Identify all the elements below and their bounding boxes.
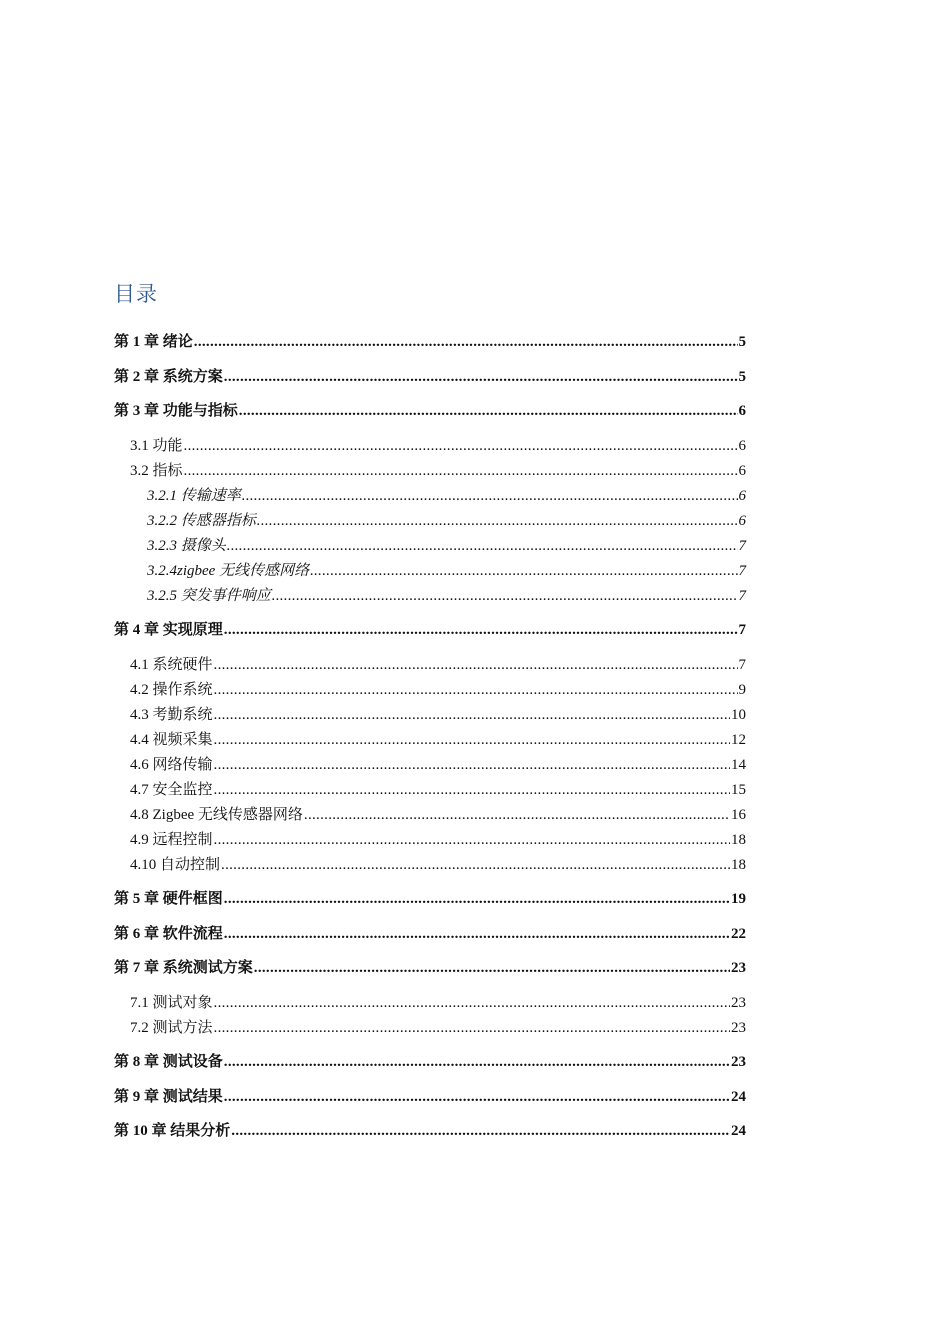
toc-entry-section-4-2[interactable] [114, 678, 746, 703]
toc-entry-page: 24 [731, 1123, 746, 1139]
toc-entry-label: 第 1 章 绪论 [114, 334, 193, 350]
dot-leader [194, 330, 738, 355]
dot-leader [304, 803, 730, 828]
toc-entry-label: 第 7 章 系统测试方案 [114, 960, 253, 976]
toc-entry-page: 16 [731, 806, 746, 823]
toc-entry-page: 6 [738, 403, 746, 419]
toc-entry-chapter-9[interactable] [114, 1085, 746, 1110]
toc-entry-chapter-4[interactable] [114, 618, 746, 643]
toc-entry-chapter-1[interactable] [114, 330, 746, 355]
toc-entry-label: 3.2.2 传感器指标 [147, 512, 256, 529]
table-of-contents [114, 330, 746, 1144]
dot-leader [214, 828, 730, 853]
toc-entry-subsection-3-2-2[interactable] [114, 509, 746, 534]
toc-entry-label: 4.10 自动控制 [130, 856, 221, 873]
dot-leader [214, 1016, 730, 1041]
toc-entry-label: 第 8 章 测试设备 [114, 1054, 223, 1070]
dot-leader [214, 703, 730, 728]
dot-leader [214, 778, 730, 803]
toc-entry-section-3-2[interactable] [114, 459, 746, 484]
toc-entry-subsection-3-2-5[interactable] [114, 584, 746, 609]
toc-entry-label: 4.9 远程控制 [130, 831, 213, 848]
dot-leader [272, 584, 738, 609]
dot-leader [184, 459, 738, 484]
dot-leader [224, 887, 730, 912]
dot-leader [214, 991, 730, 1016]
toc-entry-page: 12 [731, 731, 746, 748]
toc-title: 目录 [114, 282, 158, 306]
toc-entry-label: 3.2.4zigbee 无线传感网络 [147, 562, 310, 579]
toc-entry-section-4-10[interactable] [114, 853, 746, 878]
toc-entry-chapter-5[interactable] [114, 887, 746, 912]
toc-entry-subsection-3-2-3[interactable] [114, 534, 746, 559]
toc-entry-section-7-2[interactable] [114, 1016, 746, 1041]
toc-entry-label: 第 9 章 测试结果 [114, 1088, 223, 1105]
toc-entry-section-4-3[interactable] [114, 703, 746, 728]
toc-entry-label: 4.6 网络传输 [130, 756, 213, 773]
toc-entry-page: 9 [738, 681, 746, 698]
dot-leader [224, 1085, 730, 1110]
toc-entry-page: 7 [738, 537, 746, 554]
toc-entry-page: 6 [738, 437, 746, 454]
toc-entry-page: 19 [731, 891, 746, 907]
toc-entry-chapter-8[interactable] [114, 1050, 746, 1075]
dot-leader [227, 534, 738, 559]
toc-entry-section-4-9[interactable] [114, 828, 746, 853]
toc-entry-page: 23 [731, 960, 746, 976]
dot-leader [254, 956, 730, 981]
toc-entry-section-4-6[interactable] [114, 753, 746, 778]
toc-entry-label: 4.7 安全监控 [130, 781, 213, 798]
toc-entry-chapter-3[interactable] [114, 399, 746, 424]
toc-entry-chapter-6[interactable] [114, 922, 746, 947]
toc-entry-label: 第 6 章 软件流程 [114, 925, 223, 942]
toc-entry-subsection-3-2-1[interactable] [114, 484, 746, 509]
toc-entry-chapter-7[interactable] [114, 956, 746, 981]
toc-entry-chapter-2[interactable] [114, 365, 746, 390]
toc-entry-subsection-3-2-4[interactable] [114, 559, 746, 584]
toc-entry-page: 14 [731, 756, 746, 773]
toc-entry-section-4-7[interactable] [114, 778, 746, 803]
toc-entry-page: 22 [731, 925, 746, 942]
dot-leader [214, 678, 738, 703]
dot-leader [239, 399, 738, 424]
toc-entry-page: 23 [731, 994, 746, 1011]
toc-entry-section-4-1[interactable] [114, 653, 746, 678]
toc-entry-label: 7.2 测试方法 [130, 1019, 213, 1036]
toc-entry-chapter-10[interactable] [114, 1119, 746, 1144]
toc-entry-label: 3.1 功能 [130, 437, 183, 454]
toc-entry-label: 4.1 系统硬件 [130, 656, 213, 673]
toc-entry-page: 6 [738, 487, 746, 504]
dot-leader [242, 484, 738, 509]
dot-leader [224, 365, 738, 390]
toc-entry-label: 第 3 章 功能与指标 [114, 403, 238, 419]
dot-leader [310, 559, 737, 584]
toc-entry-section-3-1[interactable] [114, 434, 746, 459]
toc-entry-label: 4.8 Zigbee 无线传感器网络 [130, 806, 303, 823]
toc-entry-page: 18 [731, 831, 746, 848]
toc-entry-page: 15 [731, 781, 746, 798]
dot-leader [224, 922, 730, 947]
toc-entry-page: 5 [738, 334, 746, 350]
toc-entry-page: 10 [731, 706, 746, 723]
toc-entry-page: 23 [731, 1019, 746, 1036]
toc-entry-label: 7.1 测试对象 [130, 994, 213, 1011]
toc-entry-label: 3.2 指标 [130, 462, 183, 479]
dot-leader [231, 1119, 730, 1144]
toc-entry-page: 18 [731, 856, 746, 873]
toc-entry-label: 4.2 操作系统 [130, 681, 213, 698]
dot-leader [214, 753, 730, 778]
toc-entry-page: 6 [738, 462, 746, 479]
toc-entry-page: 24 [731, 1088, 746, 1105]
toc-entry-page: 5 [738, 368, 746, 385]
toc-entry-section-4-8[interactable] [114, 803, 746, 828]
toc-entry-label: 3.2.5 突发事件响应 [147, 587, 271, 604]
toc-entry-section-4-4[interactable] [114, 728, 746, 753]
dot-leader [224, 1050, 730, 1075]
toc-entry-label: 第 4 章 实现原理 [114, 622, 223, 638]
dot-leader [184, 434, 738, 459]
dot-leader [214, 728, 730, 753]
toc-entry-section-7-1[interactable] [114, 991, 746, 1016]
toc-entry-label: 3.2.3 摄像头 [147, 537, 226, 554]
toc-entry-page: 23 [731, 1054, 746, 1070]
dot-leader [224, 618, 738, 643]
dot-leader [257, 509, 738, 534]
toc-entry-label: 4.4 视频采集 [130, 731, 213, 748]
toc-entry-page: 6 [738, 512, 746, 529]
toc-entry-label: 3.2.1 传输速率 [147, 487, 241, 504]
toc-entry-page: 7 [738, 562, 746, 579]
dot-leader [221, 853, 730, 878]
dot-leader [214, 653, 738, 678]
toc-entry-page: 7 [738, 587, 746, 604]
toc-entry-label: 第 10 章 结果分析 [114, 1123, 231, 1139]
toc-entry-label: 第 5 章 硬件框图 [114, 891, 223, 907]
toc-entry-label: 4.3 考勤系统 [130, 706, 213, 723]
toc-entry-label: 第 2 章 系统方案 [114, 368, 223, 385]
toc-entry-page: 7 [738, 656, 746, 673]
toc-entry-page: 7 [738, 622, 746, 638]
